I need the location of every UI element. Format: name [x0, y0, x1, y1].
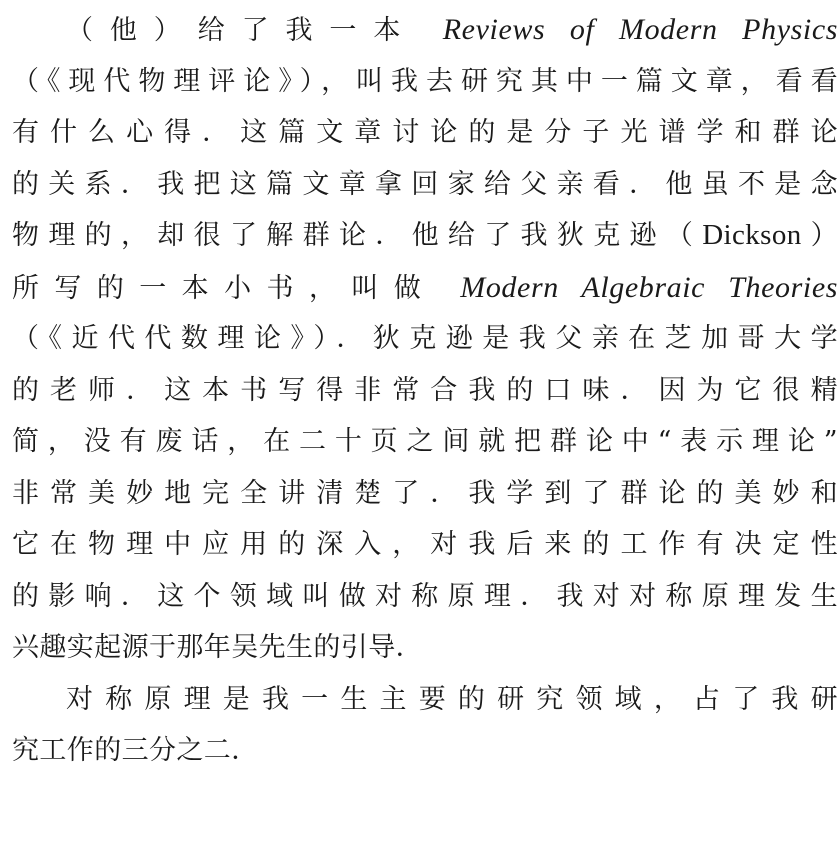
- paragraph-1-line-3: 有什么心得．这篇文章讨论的是分子光谱学和群论: [12, 117, 838, 148]
- text-segment: 所写的一本小书，叫做: [12, 272, 437, 304]
- paragraph-2-line-2: 究工作的三分之二．: [12, 735, 259, 766]
- paragraph-1-line-8: 的老师．这本书写得非常合我的口味．因为它很精: [12, 374, 838, 406]
- paragraph-1-line-6: [12, 262, 838, 314]
- paragraph-1-line-5: [12, 210, 838, 262]
- paragraph-1-line-2: （《现代物理评论》），叫我去研究其中一篇文章，看看: [12, 65, 838, 97]
- paragraph-1-line-9: 简，没有废话，在二十页之间就把群论中“表示理论”: [12, 426, 838, 457]
- text-segment: ）: [801, 220, 838, 251]
- paragraph-2-line-1: 对称原理是我一生主要的研究领域，占了我研: [66, 683, 838, 715]
- book-title: Modern Algebraic Theories: [460, 270, 838, 304]
- paragraph-1-line-1: [12, 4, 838, 56]
- paragraph-1-line-4: 的关系．我把这篇文章拿回家给父亲看．他虽不是念: [12, 168, 838, 200]
- text-segment: （他）给了我一本: [66, 15, 418, 46]
- journal-title: Reviews of Modern Physics: [442, 13, 838, 46]
- author-name: Dickson: [702, 219, 802, 251]
- paragraph-1-line-13: 兴趣实起源于那年吴先生的引导．: [12, 632, 423, 663]
- paragraph-1-line-12: 的影响．这个领域叫做对称原理．我对对称原理发生: [12, 580, 838, 612]
- text-segment: 物理的，却很了解群论．他给了我狄克逊（: [12, 220, 703, 251]
- paragraph-1-line-11: 它在物理中应用的深入，对我后来的工作有决定性: [12, 529, 838, 560]
- paragraph-1-line-7: （《近代代数理论》）．狄克逊是我父亲在芝加哥大学: [12, 323, 838, 354]
- paragraph-1-line-10: 非常美妙地完全讲清楚了．我学到了群论的美妙和: [12, 477, 838, 509]
